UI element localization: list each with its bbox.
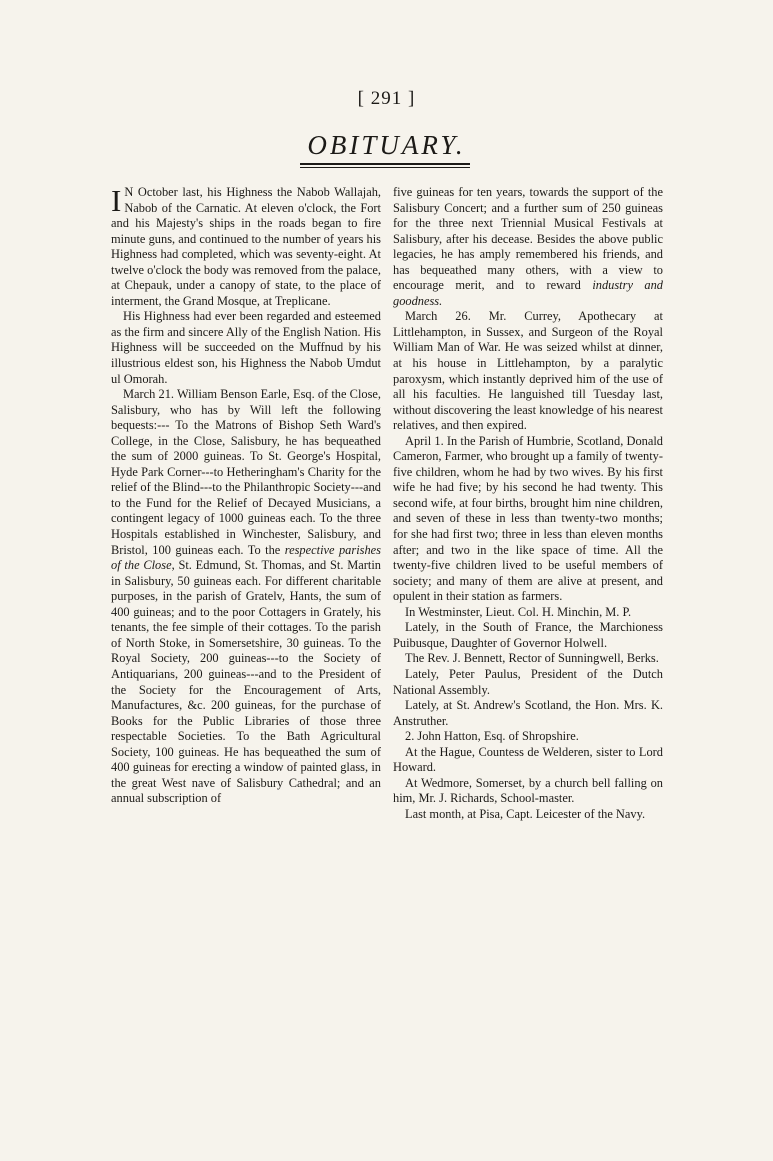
page-title: OBITUARY. bbox=[307, 130, 466, 160]
left-column bbox=[111, 185, 381, 807]
paragraph-earle-continued-italic: industry and goodness. bbox=[393, 278, 663, 308]
paragraph-earle-continued bbox=[393, 185, 663, 309]
paragraph-welderen: At the Hague, Countess de Welderen, sister to Lord Howard. bbox=[393, 744, 663, 775]
paragraph-leicester: Last month, at Pisa, Capt. Leicester of the Navy. bbox=[405, 806, 646, 821]
paragraph-richards: At Wedmore, Somerset, by a church bell falling on him, Mr. J. Richards, School-master. bbox=[393, 775, 663, 806]
paragraph-puibusque: Lately, in the South of France, the Marchioness Puibusque, Daughter of Governor Holwell. bbox=[393, 620, 663, 650]
paragraph-succession: His Highness had ever been regarded and esteemed as the firm and sincere Ally of the English Nation. His Highness will be succeeded on the Muffnud by his illustrious eldest son, his Highness the Nabob Umdut ul Omorah. bbox=[111, 309, 381, 386]
paragraph-nabob bbox=[111, 185, 381, 309]
paragraph-earle-text-a: March 21. William Benson Earle, Esq. of the Close, Salisbury, who has by Will left the following bequests:--- To the Matrons of Bishop Seth Ward's College, in the Close, Salisbury, he has bequeathed the sum of 2000 guineas. To St. George's Hospital, Hyde Park Corner---to Hetheringham's Charity for the relief of the Blind---to the Philanthropic Society---and to the Fund for the Relief of Decayed Musicians, a contingent legacy of 1000 guineas each. To the three Hospitals established in Winchester, Salisbury, and Bristol, 100 guineas each. To the bbox=[111, 387, 381, 557]
paragraph-earle-bequests bbox=[111, 387, 381, 807]
page-number: [ 291 ] bbox=[357, 88, 416, 109]
paragraph-hatton: 2. John Hatton, Esq. of Shropshire. bbox=[405, 729, 579, 744]
title-rule-thin bbox=[300, 167, 470, 168]
paragraph-cameron: April 1. In the Parish of Humbrie, Scotland, Donald Cameron, Farmer, who brought up a family of twenty-five children, whom he had by two wives. By his first wife he had five; by his second he had twenty. This second wife, at four births, brought him nine children, and seven of these in less than twenty-two months; for she had first two; three in less than eleven months after; and two in the like space of time. All the twenty-five children lived to be useful members of society; and many of them are alive at present, and opulent in their station as farmers. bbox=[393, 433, 663, 604]
right-column bbox=[393, 185, 663, 822]
paragraph-earle-italic: respective parishes of the Close bbox=[111, 542, 381, 573]
paragraph-currey: March 26. Mr. Currey, Apothecary at Littlehampton, in Sussex, and Surgeon of the Royal William Man of War. He was seized whilst at dinner, at his house in Littlehampton, by a paralytic paroxysm, which instantly deprived him of the use of all his faculties. He languished till Tuesday last, without discovering the least knowledge of his nearest relatives, and then expired. bbox=[393, 309, 663, 433]
paragraph-minchin: In Westminster, Lieut. Col. H. Minchin, M. P. bbox=[405, 604, 632, 619]
paragraph-nabob-text: N October last, his Highness the Nabob Wallajah, Nabob of the Carnatic. At eleven o'clock, the Fort and his Majesty's ships in the roads began to fire minute guns, and continued to the number of years his Highness had completed, which was seventy-eight. At twelve o'clock the body was removed from the palace, at Chepauk, under a canopy of state, to the place of interment, the Grand Mosque, at Treplicane. bbox=[111, 185, 381, 308]
paragraph-anstruther: Lately, at St. Andrew's Scotland, the Hon. Mrs. K. Anstruther. bbox=[393, 698, 663, 728]
paragraph-bennett: The Rev. J. Bennett, Rector of Sunningwell, Berks. bbox=[405, 651, 659, 666]
paragraph-earle-text-b: , St. Edmund, St. Thomas, and St. Martin in Salisbury, 50 guineas each. For different charitable purposes, in the parish of Gratelv, Hants, the sum of 400 guineas; and to the poor Cottagers in Grately, his tenants, the fee simple of their cottages. To the parish of North Stoke, in Somersetshire, 30 guineas. To the Royal Society, 200 guineas---to the Society of Antiquarians, 200 guineas---and to the President of the Society for the Encouragement of Arts, Manufactures, &c. 200 guineas, for the purchase of Books for the Public Libraries of those three respectable Societies. To the Bath Agricultural Society, 100 guineas. He has bequeathed the sum of 400 guineas for erecting a window of painted glass, in the great West nave of Salisbury Cathedral; and an annual subscription of bbox=[111, 558, 381, 806]
title-rule bbox=[300, 163, 470, 165]
paragraph-earle-continued-text: five guineas for ten years, towards the support of the Salisbury Concert; and a further sum of 250 guineas for the three next Triennial Musical Festivals at Salisbury, after his decease. Besides the above public legacies, he has amply remembered his friends, and has bequeathed many others, with a view to encourage merit, and to reward bbox=[393, 185, 663, 293]
drop-cap: I bbox=[111, 183, 122, 218]
paragraph-paulus: Lately, Peter Paulus, President of the Dutch National Assembly. bbox=[393, 666, 663, 697]
